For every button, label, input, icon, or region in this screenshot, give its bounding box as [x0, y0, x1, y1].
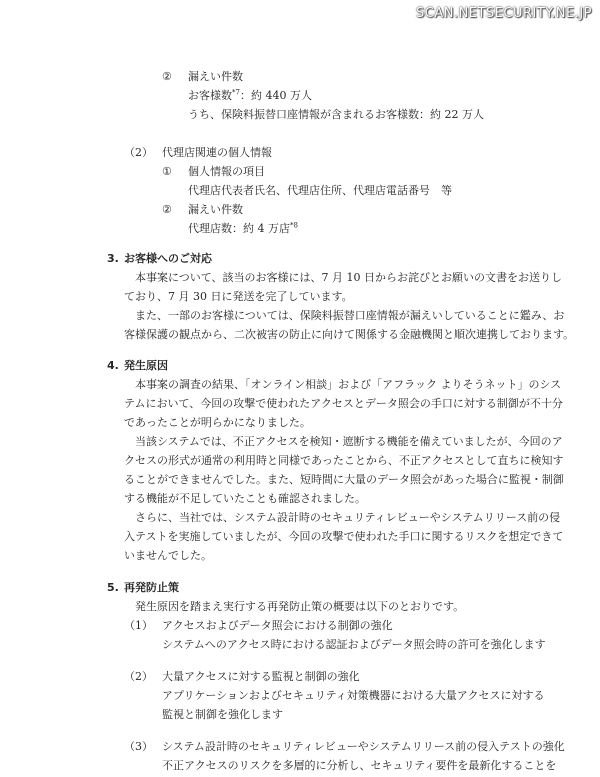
heading-prevention: 再発防止策 — [124, 581, 179, 594]
paragraph-line: ることができませんでした。また、短時間に大量のデータ照会があった場合に監視・制御 — [124, 473, 564, 486]
paragraph-line: また、一部のお客様については、保険料振替口座情報が漏えいしていることに鑑み、お — [135, 309, 565, 322]
measure-title: アクセスおよびデータ照会における制御の強化 — [162, 619, 393, 632]
paragraph-line: さらに、当社では、システム設計時のセキュリティレビューやシステムリリース前の侵 — [135, 511, 561, 524]
paragraph-line: 発生原因を踏まえ実行する再発防止策の概要は以下のとおりです。 — [135, 600, 465, 613]
item-title: 個人情報の項目 — [188, 165, 265, 178]
paragraph-line: であったことが明らかになりました。 — [124, 416, 311, 429]
item-number: ② — [162, 70, 172, 83]
paragraph-line: 入テストを実施していましたが、今回の攻撃で使われた手口に関するリスクを想定できて — [124, 530, 564, 543]
section-title: 代理店関連の個人情報 — [162, 146, 272, 159]
heading-number: 5. — [107, 581, 119, 594]
agency-count-text: 代理店数：約 4 万店 — [188, 222, 290, 235]
measure-title: 大量アクセスに対する監視と制御の強化 — [162, 670, 360, 683]
measure-number: （2） — [124, 670, 153, 683]
measure-text: 不正アクセスのリスクを多層的に分析し、セキュリティ要件を最新化することを — [162, 759, 557, 772]
watermark-text: SCAN.NETSECURITY.NE.JP — [415, 6, 592, 21]
paragraph-line: 本事案の調査の結果、「オンライン相談」および「アフラック よりそうネット」のシス — [135, 378, 562, 391]
measure-number: （3） — [124, 740, 153, 753]
measure-text: 監視と制御を強化します — [162, 708, 283, 721]
item-title: 漏えい件数 — [188, 70, 243, 83]
footnote-mark: *7 — [232, 88, 240, 97]
paragraph-line: 客様保護の観点から、二次被害の防止に向けて関係する金融機関と順次連携しております。 — [124, 328, 575, 341]
customer-count-value: ：約 440 万人 — [239, 89, 312, 102]
footnote-mark: *8 — [290, 221, 298, 230]
item-number: ② — [162, 203, 172, 216]
heading-customer-response: お客様へのご対応 — [124, 252, 212, 265]
customer-count-line — [188, 89, 312, 103]
measure-text: アプリケーションおよびセキュリティ対策機器における大量アクセスに対する — [162, 689, 545, 702]
paragraph-line: いませんでした。 — [124, 549, 212, 562]
heading-number: 3. — [107, 252, 119, 265]
paragraph-line: テムにおいて、今回の攻撃で使われたアクセスとデータ照会の手口に対する制御が不十分 — [124, 397, 563, 410]
paragraph-line: クセスの形式が通常の利用時と同様であったことから、不正アクセスとして直ちに検知す — [124, 454, 564, 467]
heading-number: 4. — [107, 359, 119, 372]
paragraph-line: ており、7 月 30 日に発送を完了しています。 — [124, 290, 353, 303]
paragraph-line: 当該システムでは、不正アクセスを検知・遮断する機能を備えていましたが、今回のア — [135, 435, 563, 448]
paragraph-line: 本事案について、該当のお客様には、7 月 10 日からお詫びとお願いの文書をお送りし — [135, 271, 563, 284]
paragraph-line: する機能が不足していたことも確認されました。 — [124, 492, 366, 505]
measure-title: システム設計時のセキュリティレビューやシステムリリース前の侵入テストの強化 — [162, 740, 565, 753]
measure-number: （1） — [124, 619, 153, 632]
measure-text: システムへのアクセス時における認証およびデータ照会時の許可を強化します — [162, 638, 546, 651]
customer-count-label: お客様数 — [188, 89, 232, 102]
section-number: （2） — [124, 146, 153, 159]
item-text: 代理店代表者氏名、代理店住所、代理店電話番号 等 — [188, 184, 452, 197]
heading-causes: 発生原因 — [124, 359, 168, 372]
agency-count-line — [188, 222, 298, 236]
item-number: ① — [162, 165, 172, 178]
account-info-count-line: うち、保険料振替口座情報が含まれるお客様数：約 22 万人 — [188, 108, 484, 121]
item-title: 漏えい件数 — [188, 203, 243, 216]
